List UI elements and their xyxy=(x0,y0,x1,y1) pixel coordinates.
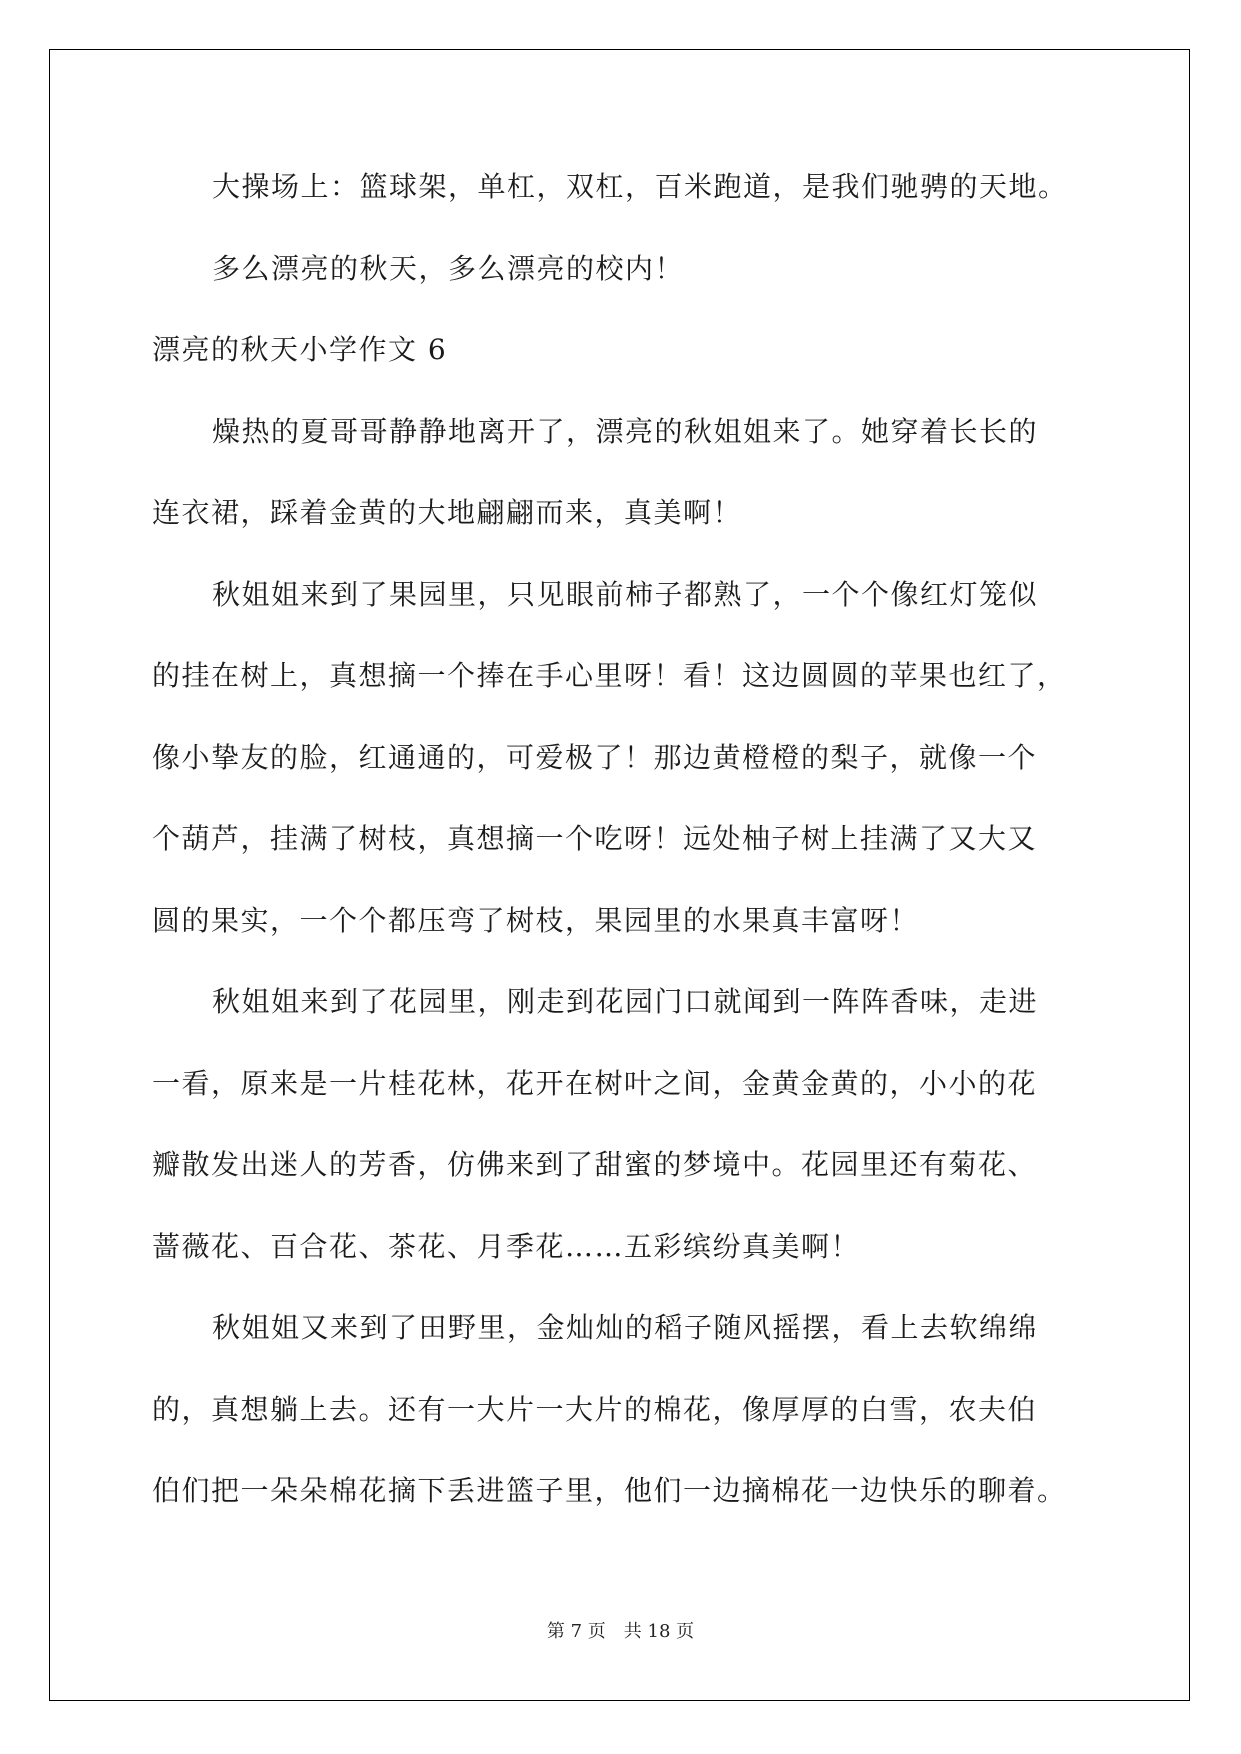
paragraph-line: 的挂在树上，真想摘一个捧在手心里呀！看！这边圆圆的苹果也红了， xyxy=(152,659,1067,692)
paragraph-line: 个葫芦，挂满了树枝，真想摘一个吃呀！远处柚子树上挂满了又大又 xyxy=(152,822,1038,855)
paragraph-line: 伯们把一朵朵棉花摘下丢进篮子里，他们一边摘棉花一边快乐的聊着。 xyxy=(152,1474,1067,1507)
paragraph-line: 秋姐姐又来到了田野里，金灿灿的稻子随风摇摆，看上去软绵绵 xyxy=(212,1311,1039,1344)
paragraph-line: 大操场上：篮球架，单杠，双杠，百米跑道，是我们驰骋的天地。 xyxy=(212,170,1068,203)
paragraph-line: 燥热的夏哥哥静静地离开了，漂亮的秋姐姐来了。她穿着长长的 xyxy=(212,414,1039,448)
paragraph-line: 连衣裙，踩着金黄的大地翩翩而来，真美啊！ xyxy=(152,496,743,529)
paragraph-line: 瓣散发出迷人的芳香，仿佛来到了甜蜜的梦境中。花园里还有菊花、 xyxy=(152,1148,1038,1181)
paragraph-line: 一看，原来是一片桂花林，花开在树叶之间，金黄金黄的，小小的花 xyxy=(152,1066,1038,1100)
paragraph-line: 蔷薇花、百合花、茶花、月季花……五彩缤纷真美啊！ xyxy=(152,1229,861,1263)
paragraph-line: 秋姐姐来到了花园里，刚走到花园门口就闻到一阵阵香味，走进 xyxy=(212,985,1039,1018)
paragraph-line: 秋姐姐来到了果园里，只见眼前柿子都熟了，一个个像红灯笼似 xyxy=(212,577,1039,611)
paragraph-line: 的，真想躺上去。还有一大片一大片的棉花，像厚厚的白雪，农夫伯 xyxy=(152,1392,1038,1426)
paragraph-line: 像小挚友的脸，红通通的，可爱极了！那边黄橙橙的梨子，就像一个 xyxy=(152,740,1038,774)
paragraph-line: 圆的果实，一个个都压弯了树枝，果园里的水果真丰富呀！ xyxy=(152,903,920,937)
document-body xyxy=(152,157,1102,1543)
paragraph-line: 多么漂亮的秋天，多么漂亮的校内！ xyxy=(212,251,685,285)
page-number-footer: 第 7 页 共 18 页 xyxy=(546,1621,695,1642)
section-heading: 漂亮的秋天小学作文 6 xyxy=(152,333,448,366)
